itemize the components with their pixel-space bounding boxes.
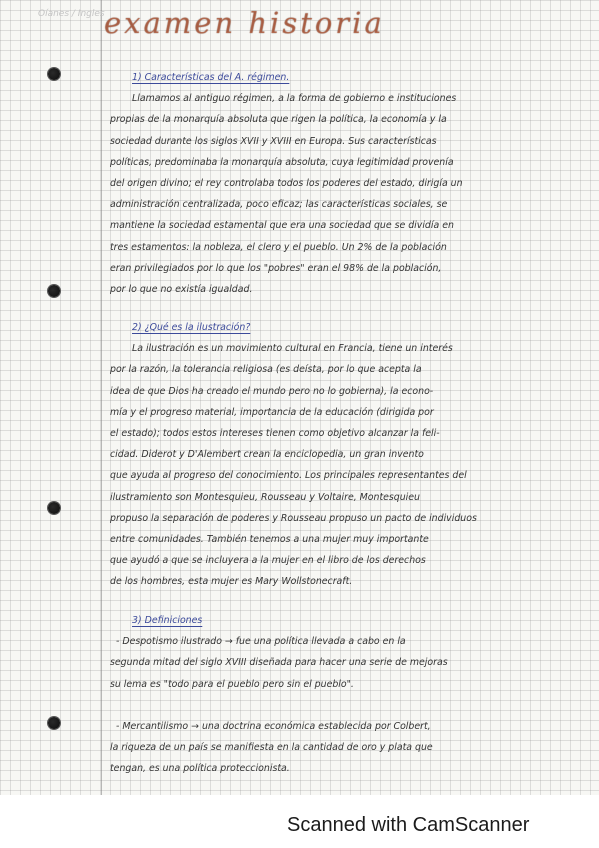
binder-hole [48,68,60,80]
text-line: Llamamos al antiguo régimen, a la forma de gobierno e instituciones [132,93,457,105]
text-line: por la razón, la tolerancia religiosa (es deísta, por lo que acepta la [110,364,422,376]
text-line: eran privilegiados por lo que los "pobres" eran el 98% de la población, [110,262,442,274]
text-line: de los hombres, esta mujer es Mary Wollstonecraft. [110,576,353,588]
page-title: examen historia [104,6,385,40]
section-1-heading: 1) Características del A. régimen. [132,72,290,83]
corner-note: Oíanes / Ingles [38,9,105,19]
text-line: segunda mitad del siglo XVIII diseñada para hacer una serie de mejoras [110,657,448,669]
section-3-heading: 3) Definiciones [132,615,203,626]
section-3 [110,610,565,780]
binder-hole [48,717,60,729]
binder-hole [48,502,60,514]
text-line: del origen divino; el rey controlaba todos los poderes del estado, dirigía un [110,177,463,189]
text-line: sociedad durante los siglos XVII y XVIII en Europa. Sus características [110,135,437,147]
section-2 [110,317,565,592]
text-line: cidad. Diderot y D'Alembert crean la enciclopedia, un gran invento [110,449,424,461]
text-line: el estado); todos estos intereses tienen como objetivo alcanzar la feli- [110,427,440,439]
text-line: mía y el progreso material, importancia de la educación (dirigida por [110,406,434,418]
text-line: - Despotismo ilustrado → fue una política llevada a cabo en la [116,636,406,648]
text-line [110,695,565,716]
section-2-heading: 2) ¿Qué es la ilustración? [132,322,251,333]
text-line: tres estamentos: la nobleza, el clero y el pueblo. Un 2% de la población [110,241,447,253]
text-line: que ayuda al progreso del conocimiento. Los principales representantes del [110,470,467,482]
text-line: políticas, predominaba la monarquía absoluta, cuya legitimidad provenía [110,156,454,168]
text-line: La ilustración es un movimiento cultural en Francia, tiene un interés [132,343,453,355]
text-line: idea de que Dios ha creado el mundo pero no lo gobierna), la econo- [110,385,434,397]
text-line: entre comunidades. También tenemos a una mujer muy importante [110,533,429,545]
text-line: por lo que no existía igualdad. [110,283,253,295]
margin-line [101,0,102,795]
text-line: que ayudó a que se incluyera a la mujer en el libro de los derechos [110,555,426,567]
text-line: administración centralizada, poco eficaz; las características sociales, se [110,199,448,211]
text-line: su lema es "todo para el pueblo pero sin el pueblo". [110,678,354,690]
text-line: la riqueza de un país se manifiesta en la cantidad de oro y plata que [110,742,433,754]
text-line: - Mercantilismo → una doctrina económica establecida por Colbert, [116,720,431,732]
text-line: tengan, es una política proteccionista. [110,763,290,775]
scanner-watermark: Scanned with CamScanner [287,814,530,836]
text-line: propuso la separación de poderes y Rousseau propuso un pacto de individuos [110,512,477,524]
text-line: propias de la monarquía absoluta que rigen la política, la economía y la [110,114,447,126]
section-1 [110,67,565,300]
text-line: mantiene la sociedad estamental que era una sociedad que se dividía en [110,220,454,232]
binder-hole [48,285,60,297]
text-line: ilustramiento son Montesquieu, Rousseau y Voltaire, Montesquieu [110,491,420,503]
